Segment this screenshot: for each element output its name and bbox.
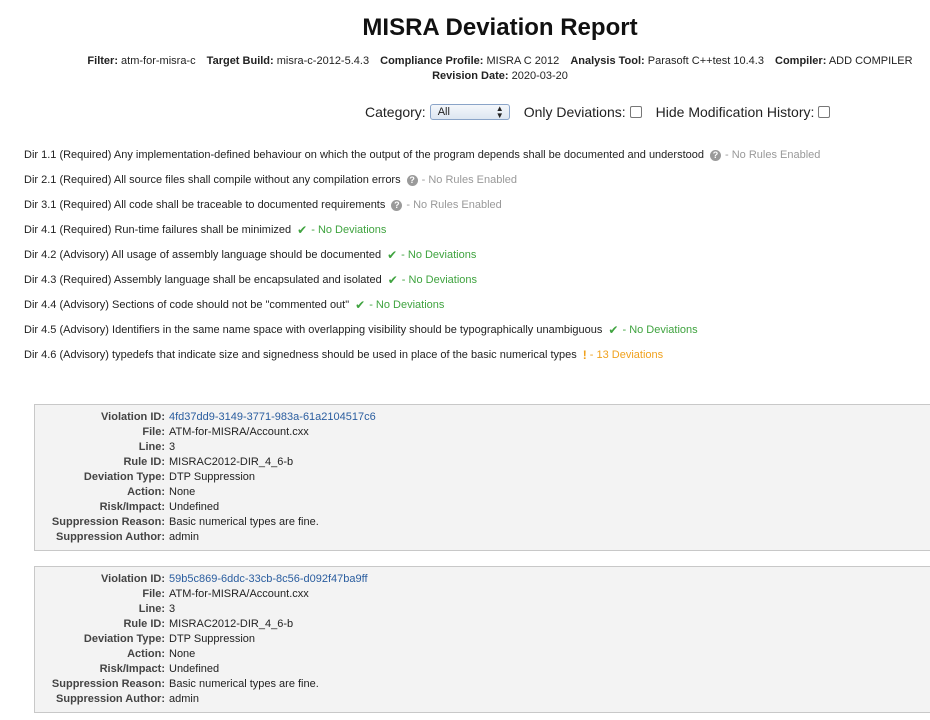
line-label: Line: <box>138 603 165 615</box>
suppression-author-value: admin <box>169 693 199 705</box>
check-icon: ✔ <box>387 248 398 262</box>
deviation-type-value: DTP Suppression <box>169 471 256 483</box>
directive-list <box>24 145 820 370</box>
directive-text: Dir 4.4 (Advisory) Sections of code should not be "commented out" <box>24 299 350 311</box>
file-label: File: <box>142 426 165 438</box>
rule-id-value: MISRAC2012-DIR_4_6-b <box>169 456 294 468</box>
check-icon: ✔ <box>387 273 398 287</box>
action-value: None <box>169 648 196 660</box>
rule-id-label: Rule ID: <box>123 618 165 630</box>
metadata-line-1 <box>0 54 930 69</box>
filter-label: Filter: <box>87 55 118 67</box>
category-select[interactable] <box>430 104 510 120</box>
filter-value: atm-for-misra-c <box>121 55 196 67</box>
risk-impact-value: Undefined <box>169 501 220 513</box>
only-deviations-checkbox[interactable] <box>630 106 642 118</box>
status-text: - No Rules Enabled <box>725 149 821 161</box>
metadata-line-2 <box>0 69 930 84</box>
file-label: File: <box>142 588 165 600</box>
file-value: ATM-for-MISRA/Account.cxx <box>169 588 309 600</box>
question-icon: ? <box>710 150 721 161</box>
status-text: - No Deviations <box>401 249 477 261</box>
suppression-reason-label: Suppression Reason: <box>51 678 165 690</box>
deviation-type-value: DTP Suppression <box>169 633 256 645</box>
violation-card <box>34 566 930 713</box>
revision-date-label: Revision Date: <box>432 70 509 82</box>
violation-id-link[interactable]: 59b5c869-6ddc-33cb-8c56-d092f47ba9ff <box>169 573 368 585</box>
status-text: - No Deviations <box>401 274 477 286</box>
risk-impact-label: Risk/Impact: <box>99 663 165 675</box>
directive-status <box>583 348 663 362</box>
compiler-value: ADD COMPILER <box>828 55 913 67</box>
directive-status <box>608 323 697 337</box>
suppression-reason-label: Suppression Reason: <box>51 516 165 528</box>
category-select-value: All <box>437 106 450 118</box>
action-value: None <box>169 486 196 498</box>
question-icon: ? <box>391 200 402 211</box>
line-label: Line: <box>138 441 165 453</box>
select-arrows-icon: ▲ ▼ <box>495 104 504 120</box>
revision-date-value: 2020-03-20 <box>511 70 568 82</box>
suppression-reason-value: Basic numerical types are fine. <box>169 516 319 528</box>
action-label: Action: <box>127 486 165 498</box>
directive-text: Dir 4.2 (Advisory) All usage of assembly language should be documented <box>24 249 382 261</box>
check-icon: ✔ <box>355 298 366 312</box>
compliance-profile-label: Compliance Profile: <box>380 55 484 67</box>
directive-status <box>387 248 476 262</box>
only-deviations-label: Only Deviations: <box>523 104 626 120</box>
directive-status <box>407 174 517 186</box>
status-text: - No Rules Enabled <box>421 174 517 186</box>
line-value: 3 <box>169 603 176 615</box>
directive-item[interactable] <box>24 340 820 370</box>
hide-history-label: Hide Modification History: <box>655 104 815 120</box>
exclamation-icon: ! <box>582 348 587 362</box>
question-icon: ? <box>407 175 418 186</box>
compliance-profile-value: MISRA C 2012 <box>486 55 560 67</box>
analysis-tool-value: Parasoft C++test 10.4.3 <box>647 55 764 67</box>
status-text: - No Deviations <box>369 299 445 311</box>
directive-text: Dir 4.6 (Advisory) typedefs that indicate size and signedness should be used in place of the basic numerical types <box>24 349 577 361</box>
check-icon: ✔ <box>608 323 619 337</box>
rule-id-value: MISRAC2012-DIR_4_6-b <box>169 618 294 630</box>
check-icon: ✔ <box>297 223 308 237</box>
target-build-label: Target Build: <box>206 55 274 67</box>
suppression-reason-value: Basic numerical types are fine. <box>169 678 319 690</box>
hide-history-checkbox[interactable] <box>818 106 830 118</box>
status-text: - No Deviations <box>311 224 387 236</box>
directive-status <box>710 149 820 161</box>
violation-id-link[interactable]: 4fd37dd9-3149-3771-983a-61a2104517c6 <box>169 411 376 423</box>
file-value: ATM-for-MISRA/Account.cxx <box>169 426 309 438</box>
target-build-value: misra-c-2012-5.4.3 <box>276 55 370 67</box>
risk-impact-value: Undefined <box>169 663 220 675</box>
action-label: Action: <box>127 648 165 660</box>
report-metadata <box>0 54 930 84</box>
violation-id-label: Violation ID: <box>101 573 165 585</box>
status-text: - No Deviations <box>622 324 698 336</box>
risk-impact-label: Risk/Impact: <box>99 501 165 513</box>
deviation-type-label: Deviation Type: <box>83 633 165 645</box>
directive-text: Dir 2.1 (Required) All source files shall compile without any compilation errors <box>24 174 401 186</box>
violation-card <box>34 404 930 551</box>
status-text: - 13 Deviations <box>589 349 664 361</box>
directive-text: Dir 4.3 (Required) Assembly language shall be encapsulated and isolated <box>24 274 382 286</box>
compiler-label: Compiler: <box>775 55 827 67</box>
directive-text: Dir 4.1 (Required) Run-time failures shall be minimized <box>24 224 292 236</box>
directive-status <box>297 223 386 237</box>
suppression-author-value: admin <box>169 531 199 543</box>
category-label: Category: <box>365 104 426 120</box>
suppression-author-label: Suppression Author: <box>56 693 165 705</box>
page-title: MISRA Deviation Report <box>362 14 638 41</box>
analysis-tool-label: Analysis Tool: <box>570 55 645 67</box>
directive-status <box>355 298 444 312</box>
rule-id-label: Rule ID: <box>123 456 165 468</box>
directive-status <box>388 273 477 287</box>
directive-status <box>391 199 501 211</box>
status-text: - No Rules Enabled <box>406 199 502 211</box>
directive-text: Dir 3.1 (Required) All code shall be traceable to documented requirements <box>24 199 386 211</box>
violation-id-label: Violation ID: <box>101 411 165 423</box>
directive-text: Dir 1.1 (Required) Any implementation-defined behaviour on which the output of the program depends shall be documented and understood <box>24 149 704 161</box>
suppression-author-label: Suppression Author: <box>56 531 165 543</box>
line-value: 3 <box>169 441 176 453</box>
deviation-type-label: Deviation Type: <box>83 471 165 483</box>
filter-bar <box>365 104 844 120</box>
directive-text: Dir 4.5 (Advisory) Identifiers in the same name space with overlapping visibility should be typographically unambiguous <box>24 324 603 336</box>
